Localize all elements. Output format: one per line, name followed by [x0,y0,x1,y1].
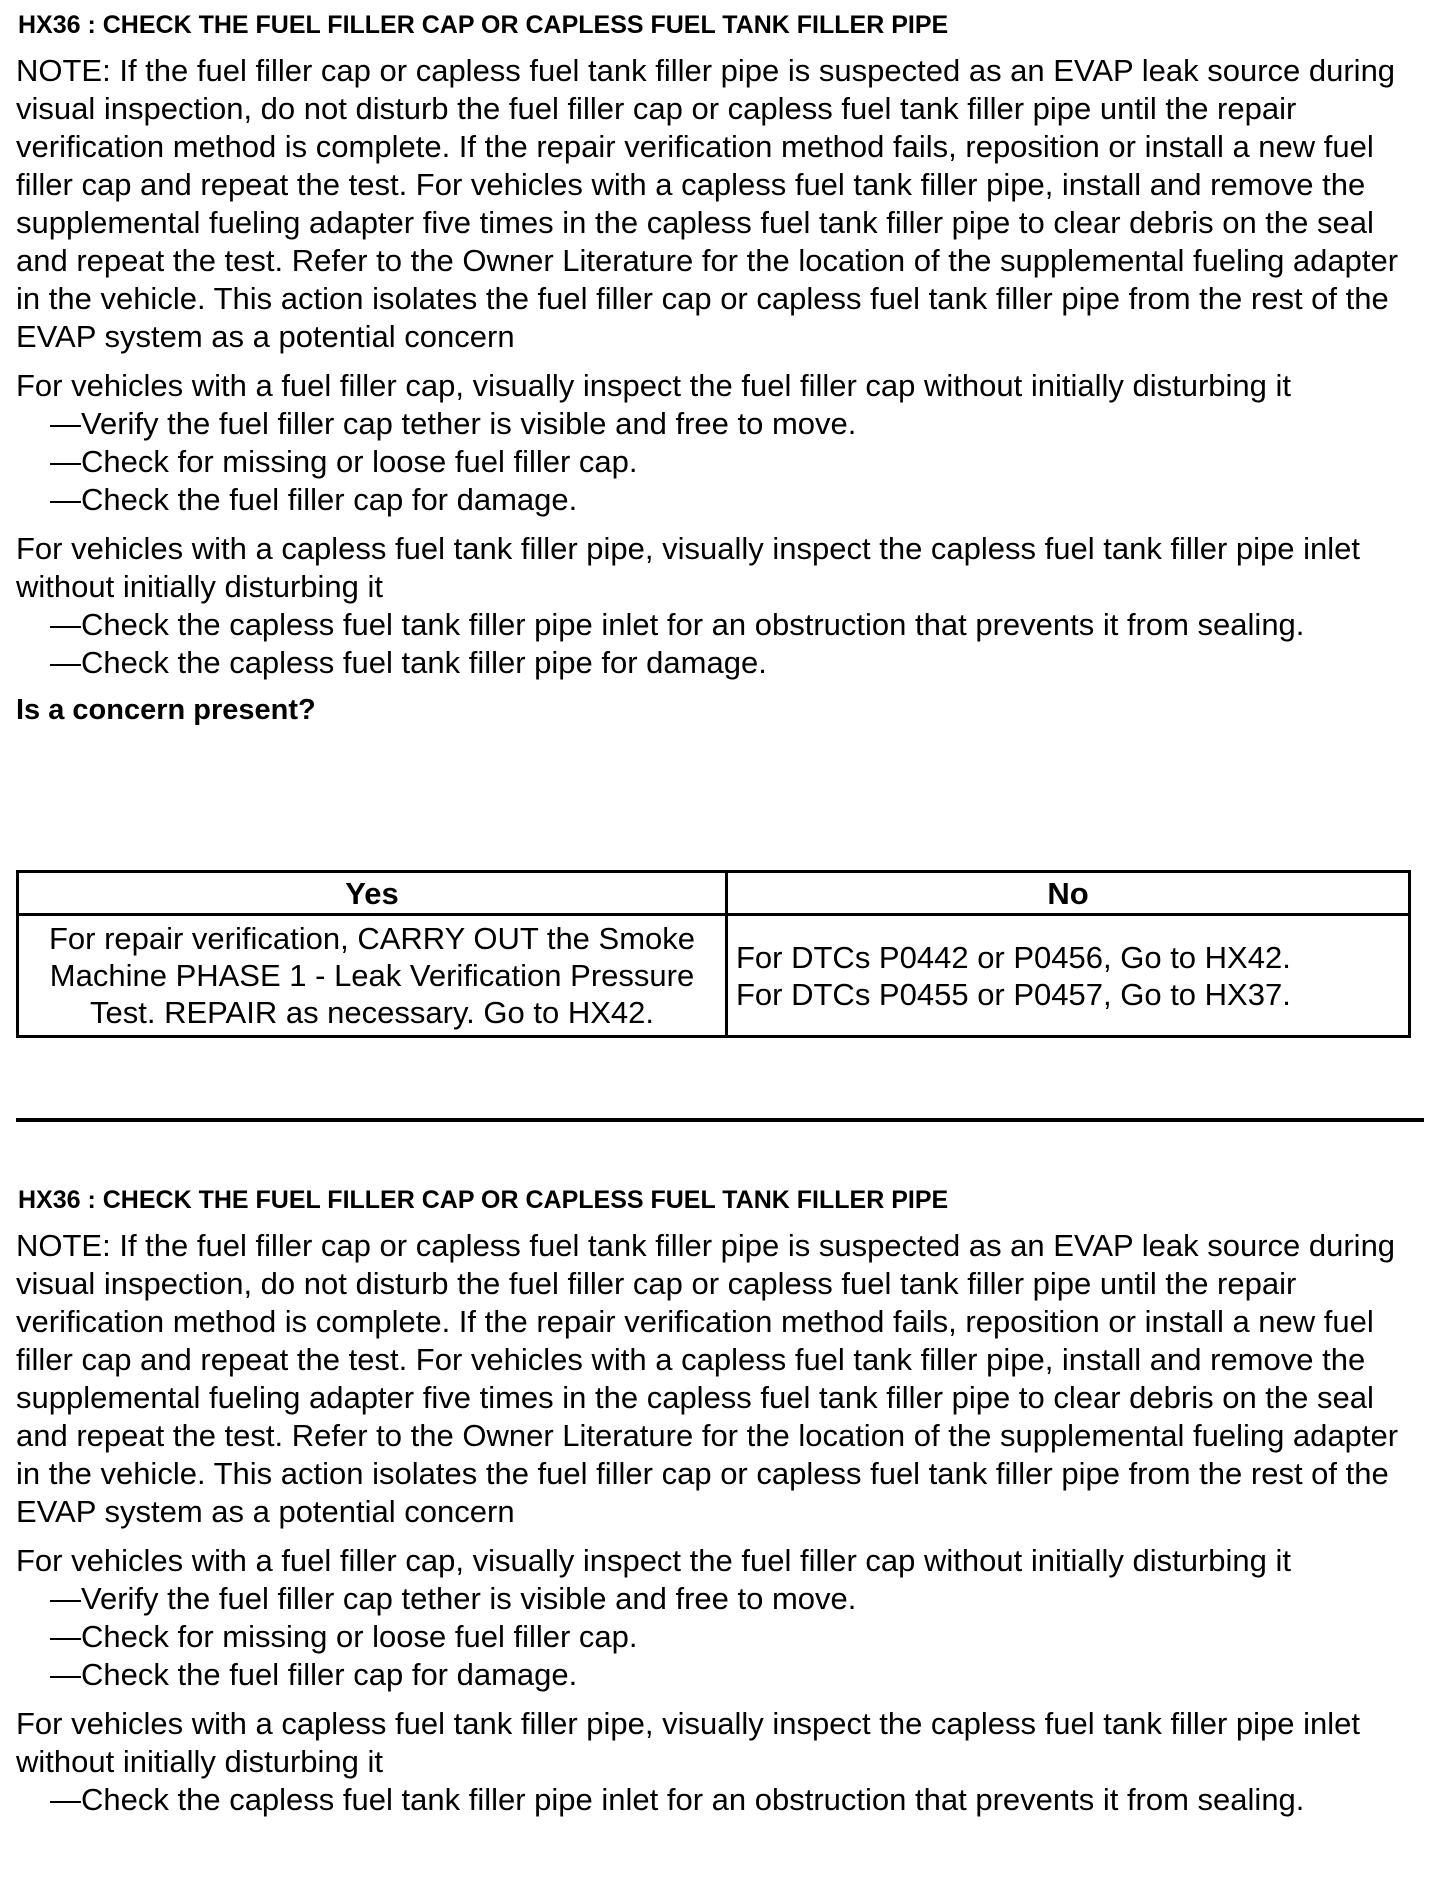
list-item: —Check the fuel filler cap for damage. [50,482,578,517]
no-line-2: For DTCs P0455 or P0457, Go to HX37. [736,976,1291,1012]
cap-inspection-intro [16,1542,1424,1694]
step-heading: HX36 : CHECK THE FUEL FILLER CAP OR CAPLESS FUEL TANK FILLER PIPE [18,1186,949,1214]
no-line-1: For DTCs P0442 or P0456, Go to HX42. [736,939,1291,975]
list-item: —Check the capless fuel tank filler pipe inlet for an obstruction that prevents it from sealing. [50,607,1305,642]
step-section-bottom [16,1175,1424,1819]
cap-intro-text: For vehicles with a fuel filler cap, visually inspect the fuel filler cap without initially disturbing it [16,1543,1292,1578]
capless-inspection-intro [16,530,1424,682]
note-paragraph: NOTE: If the fuel filler cap or capless fuel tank filler pipe is suspected as an EVAP leak source during visual inspection, do not disturb the fuel filler cap or capless fuel tank filler pipe until the repair verification method is complete. If the repair verification method fails, reposition or install a new fuel filler cap and repeat the test. For vehicles with a capless fuel tank filler pipe, install and remove the supplemental fueling adapter five times in the capless fuel tank filler pipe to clear debris on the seal and repeat the test. Refer to the Owner Literature for the location of the supplemental fueling adapter in the vehicle. This action isolates the fuel filler cap or capless fuel tank filler pipe from the rest of the EVAP system as a potential concern [16,1228,1399,1529]
cap-intro-text: For vehicles with a fuel filler cap, visually inspect the fuel filler cap without initially disturbing it [16,368,1292,403]
list-item: —Verify the fuel filler cap tether is visible and free to move. [50,1581,857,1616]
list-item: —Check for missing or loose fuel filler cap. [50,1619,638,1654]
list-item: —Check for missing or loose fuel filler cap. [50,444,638,479]
concern-question: Is a concern present? [16,694,316,726]
yes-header: Yes [18,872,727,915]
cap-inspection-intro [16,367,1424,519]
step-heading: HX36 : CHECK THE FUEL FILLER CAP OR CAPLESS FUEL TANK FILLER PIPE [18,11,949,39]
cap-checks-list [16,1580,1424,1694]
capless-intro-text: For vehicles with a capless fuel tank filler pipe, visually inspect the capless fuel tank filler pipe inlet without initially disturbing it [16,531,1360,604]
result-table [16,870,1411,1038]
no-header: No [727,872,1410,915]
section-divider [16,1118,1424,1122]
list-item: —Check the capless fuel tank filler pipe inlet for an obstruction that prevents it from sealing. [50,1782,1305,1817]
note-paragraph: NOTE: If the fuel filler cap or capless fuel tank filler pipe is suspected as an EVAP leak source during visual inspection, do not disturb the fuel filler cap or capless fuel tank filler pipe until the repair verification method is complete. If the repair verification method fails, reposition or install a new fuel filler cap and repeat the test. For vehicles with a capless fuel tank filler pipe, install and remove the supplemental fueling adapter five times in the capless fuel tank filler pipe to clear debris on the seal and repeat the test. Refer to the Owner Literature for the location of the supplemental fueling adapter in the vehicle. This action isolates the fuel filler cap or capless fuel tank filler pipe from the rest of the EVAP system as a potential concern [16,53,1399,354]
table-header-row [18,872,1410,915]
no-cell [727,915,1410,1037]
table-row [18,915,1410,1037]
yes-cell: For repair verification, CARRY OUT the Smoke Machine PHASE 1 - Leak Verification Pressure Test. REPAIR as necessary. Go to HX42. [18,915,727,1037]
capless-intro-text: For vehicles with a capless fuel tank filler pipe, visually inspect the capless fuel tank filler pipe inlet without initially disturbing it [16,1706,1360,1779]
capless-checks-list [16,606,1424,682]
list-item: —Check the capless fuel tank filler pipe for damage. [50,645,767,680]
list-item: —Verify the fuel filler cap tether is visible and free to move. [50,406,857,441]
step-section-top [16,0,1424,728]
cap-checks-list [16,405,1424,519]
capless-inspection-intro [16,1705,1424,1819]
capless-checks-list [16,1781,1424,1819]
list-item: —Check the fuel filler cap for damage. [50,1657,578,1692]
